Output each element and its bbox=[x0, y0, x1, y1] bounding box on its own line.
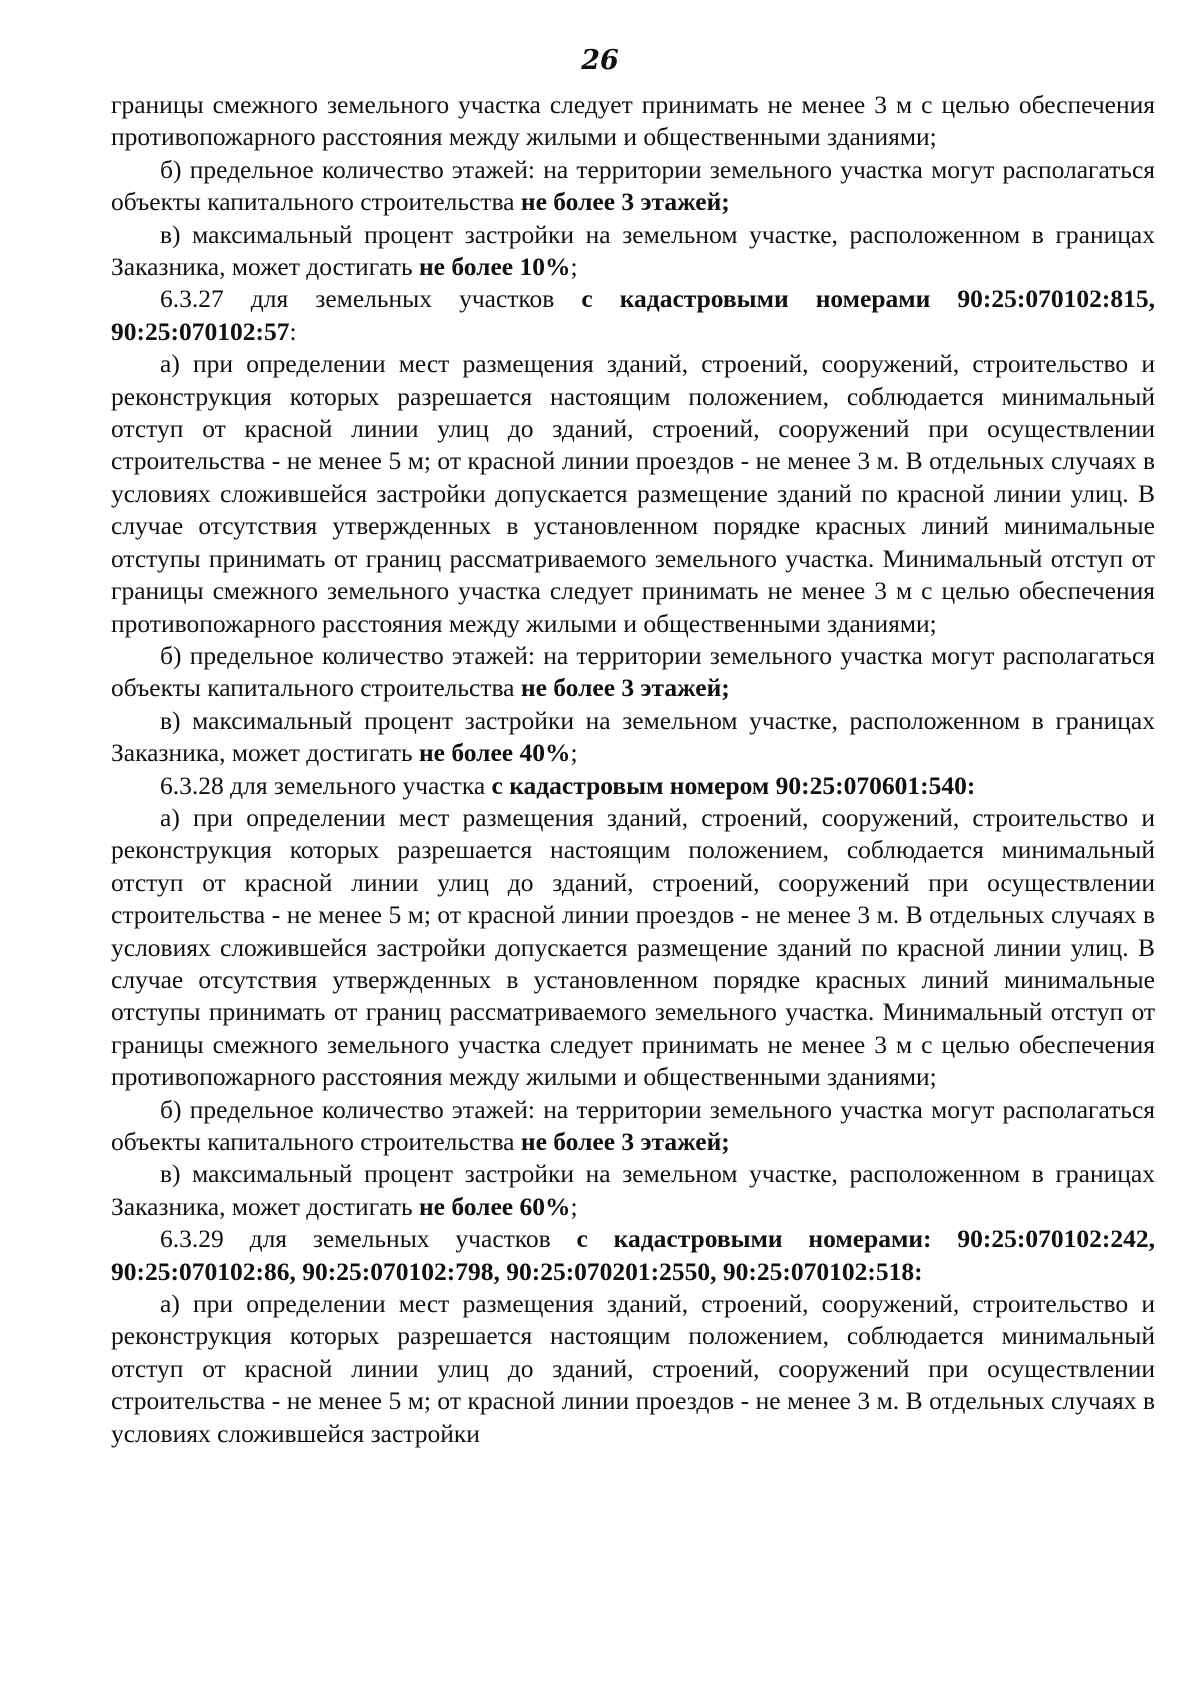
paragraph-text: ; bbox=[570, 738, 578, 768]
paragraph-text: ; bbox=[570, 1191, 578, 1221]
paragraph-text: 6.3.29 для земельных участков bbox=[160, 1224, 577, 1254]
paragraph bbox=[111, 770, 1155, 802]
paragraph bbox=[111, 802, 1155, 1094]
bold-text: с кадастровым номером 90:25:070601:540: bbox=[491, 770, 976, 800]
paragraph-text: в) максимальный процент застройки на земельном участке, расположенном в границах Заказника, может достигать bbox=[111, 1159, 1155, 1221]
paragraph bbox=[111, 283, 1155, 348]
bold-text: с кадастровыми номерами: 90:25:070102:242, 90:25:070102:86, 90:25:070102:798, 90:25:070201:2550, 90:25:070102:518: bbox=[111, 1224, 1155, 1286]
paragraph bbox=[111, 640, 1155, 705]
bold-text: не более 3 этажей; bbox=[520, 187, 730, 217]
paragraph-text: 6.3.28 для земельного участка bbox=[160, 770, 492, 800]
paragraph-text: б) предельное количество этажей: на территории земельного участка могут располагаться объекты капитального строительства bbox=[111, 640, 1155, 703]
paragraph bbox=[111, 1223, 1155, 1288]
paragraph-text: а) при определении мест размещения зданий, строений, сооружений, строительство и реконструкция которых разрешается настоящим положением, соблюдается минимальный отступ от красной линии улиц до зданий, строений, сооружений при осуществлении строительства - не менее 5 м; от красной линии проездов - не менее 3 м. В отдельных случаях в условиях сложившейся застройки bbox=[111, 1289, 1155, 1448]
bold-text: с кадастровыми номерами 90:25:070102:815, 90:25:070102:57 bbox=[111, 284, 1155, 346]
paragraph bbox=[111, 1158, 1155, 1223]
paragraph-text: : bbox=[289, 316, 297, 346]
paragraph bbox=[111, 1094, 1155, 1159]
paragraph-text: ; bbox=[570, 252, 578, 282]
bold-text: не более 10% bbox=[418, 252, 571, 282]
paragraph-text: границы смежного земельного участка следует принимать не менее 3 м с целью обеспечения противопожарного расстояния между жилыми и общественными зданиями; bbox=[111, 90, 1155, 152]
paragraph-text: б) предельное количество этажей: на территории земельного участка могут располагаться объекты капитального строительства bbox=[111, 1094, 1155, 1156]
paragraph bbox=[111, 705, 1155, 770]
paragraph bbox=[111, 89, 1155, 154]
paragraph-text: а) при определении мест размещения зданий, строений, сооружений, строительство и реконструкция которых разрешается настоящим положением, соблюдается минимальный отступ от красной линии улиц до зданий, строений, сооружений при осуществлении строительства - не менее 5 м; от красной линии проездов - не менее 3 м. В отдельных случаях в условиях сложившейся застройки допускается размещение зданий по красной линии улиц. В случае отсутствия утвержденных в установленном порядке красных линий минимальные отступы принимать от границ рассматриваемого земельного участка. Минимальный отступ от границы смежного земельного участка следует принимать не менее 3 м с целью обеспечения противопожарного расстояния между жилыми и общественными зданиями; bbox=[111, 349, 1155, 638]
bold-text: не более 3 этажей; bbox=[520, 673, 730, 703]
paragraph-text: в) максимальный процент застройки на земельном участке, расположенном в границах Заказника, может достигать bbox=[111, 705, 1155, 768]
paragraph bbox=[111, 154, 1155, 219]
paragraph-text: 6.3.27 для земельных участков bbox=[160, 284, 582, 314]
document-body bbox=[111, 89, 1155, 1450]
paragraph bbox=[111, 348, 1155, 640]
paragraph-text: в) максимальный процент застройки на земельном участке, расположенном в границах Заказника, может достигать bbox=[111, 219, 1155, 282]
page-number: 26 bbox=[581, 45, 619, 76]
paragraph-text: а) при определении мест размещения зданий, строений, сооружений, строительство и реконструкция которых разрешается настоящим положением, соблюдается минимальный отступ от красной линии улиц до зданий, строений, сооружений при осуществлении строительства - не менее 5 м; от красной линии проездов - не менее 3 м. В отдельных случаях в условиях сложившейся застройки допускается размещение зданий по красной линии улиц. В случае отсутствия утвержденных в установленном порядке красных линий минимальные отступы принимать от границ рассматриваемого земельного участка. Минимальный отступ от границы смежного земельного участка следует принимать не менее 3 м с целью обеспечения противопожарного расстояния между жилыми и общественными зданиями; bbox=[111, 802, 1155, 1092]
paragraph bbox=[111, 219, 1155, 284]
bold-text: не более 60% bbox=[418, 1191, 571, 1221]
bold-text: не более 40% bbox=[418, 738, 571, 768]
paragraph-text: б) предельное количество этажей: на территории земельного участка могут располагаться объекты капитального строительства bbox=[111, 154, 1155, 217]
paragraph bbox=[111, 1288, 1155, 1450]
bold-text: не более 3 этажей; bbox=[520, 1127, 730, 1156]
